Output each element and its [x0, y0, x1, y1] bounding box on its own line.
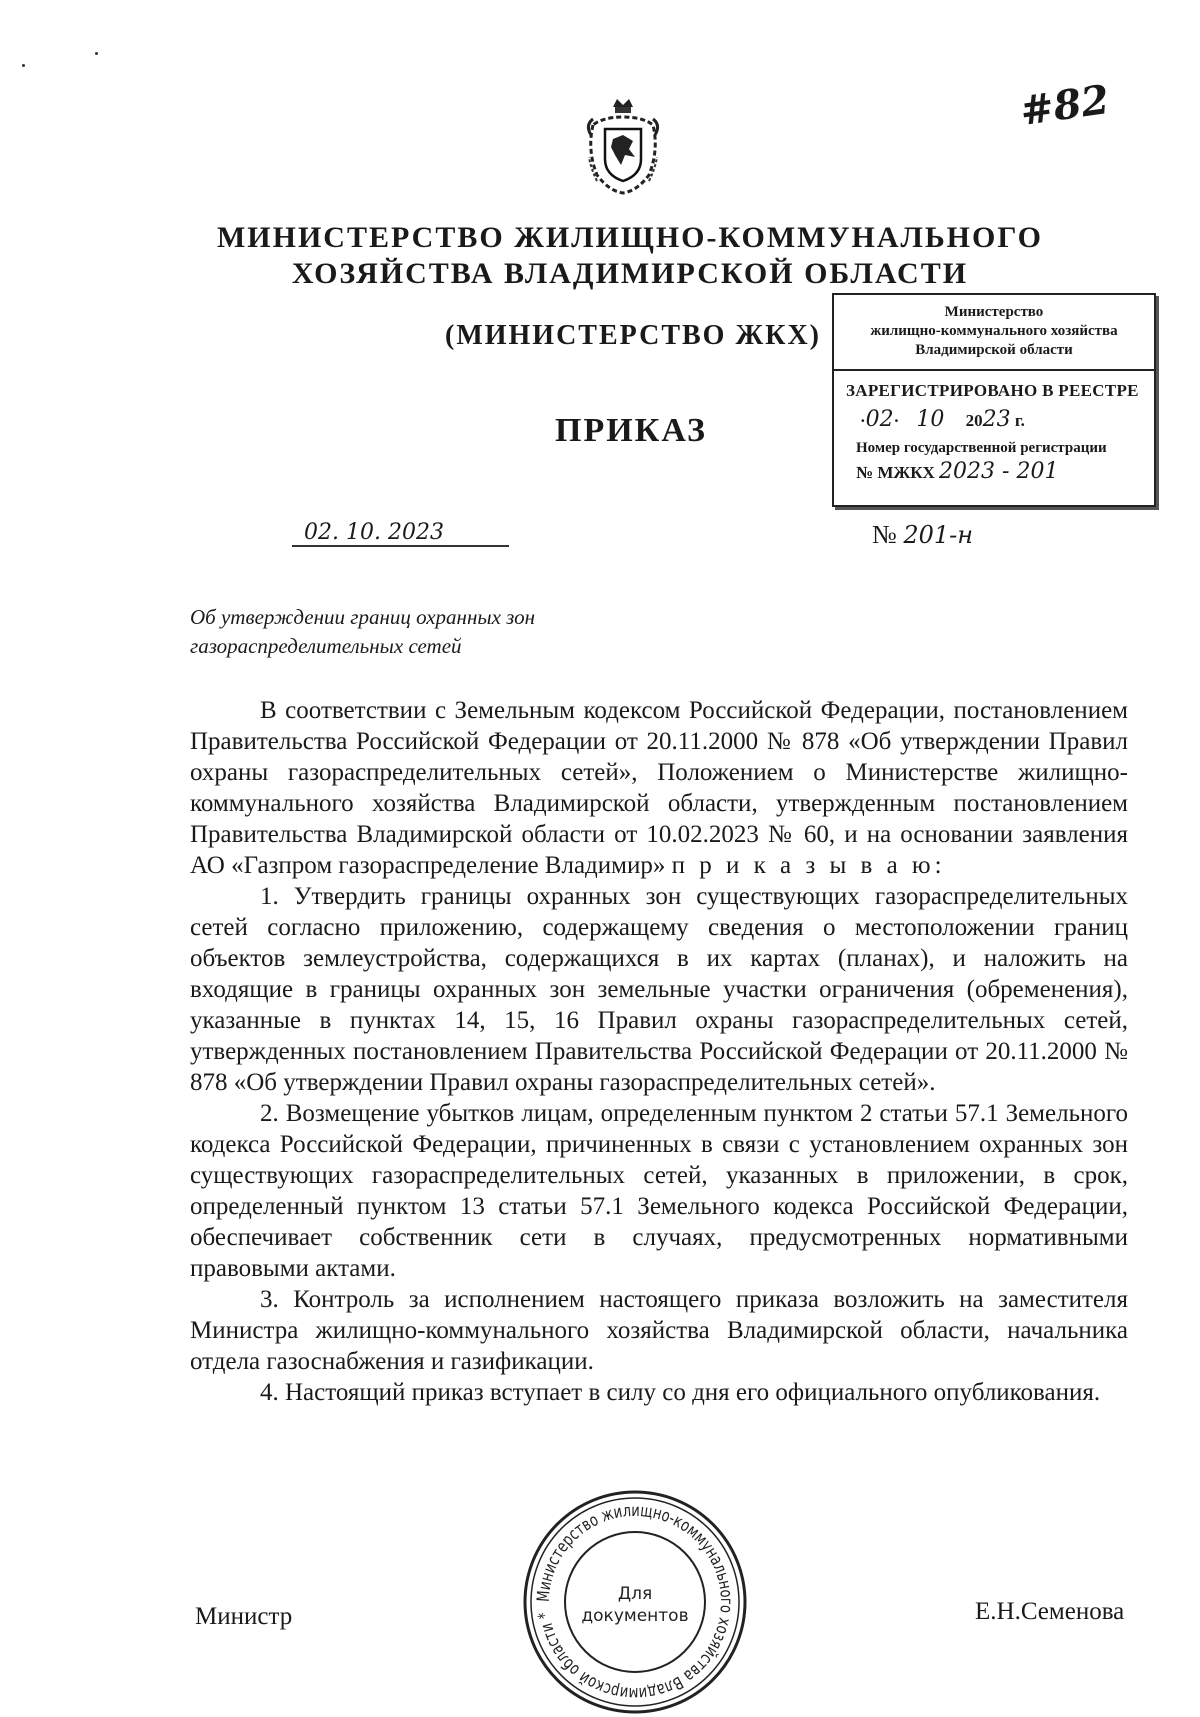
stamp-org-line1: Министерство	[944, 304, 1044, 320]
ministry-title	[100, 220, 1160, 292]
seal-center-line2: документов	[581, 1606, 689, 1626]
stamp-date-month: 10	[916, 407, 945, 432]
registration-stamp-org	[834, 295, 1154, 371]
scan-speck	[95, 52, 98, 55]
handwritten-corner-mark: #82	[1017, 76, 1113, 135]
seal-center-line1: Для	[617, 1584, 653, 1604]
preamble-paragraph	[190, 695, 1128, 881]
stamp-org-line2: жилищно-коммунального хозяйства	[870, 323, 1118, 339]
order-number-value: 201-н	[903, 521, 974, 549]
order-body	[190, 695, 1128, 1408]
stamp-number-label: Номер государственной регистрации	[856, 440, 1107, 456]
order-item-2: 2. Возмещение убытков лицам, определенным пунктом 2 статьи 57.1 Земельного кодекса Российской Федерации, причиненных в связи с установлением охранных зон существующих газораспределительных сетей, указанных в приложении, в срок, определенный пунктом 13 статьи 57.1 Земельного кодекса Российской Федерации, обеспечивает собственник сети в случаях, предусмотренных нормативными правовыми актами.	[190, 1100, 1128, 1282]
preamble-text: В соответствии с Земельным кодексом Российской Федерации, постановлением Правительства Российской Федерации от 20.11.2000 № 878 «Об утверждении Правил охраны газораспределительных сетей», Положением о Министерстве жилищно-коммунального хозяйства Владимирской области, утвержденным постановлением Правительства Владимирской области от 10.02.2023 № 60, и на основании заявления АО «Газпром газораспределение Владимир»	[190, 697, 1128, 879]
document-type: ПРИКАЗ	[555, 412, 707, 449]
order-item-4: 4. Настоящий приказ вступает в силу со дня его официального опубликования.	[260, 1379, 1101, 1406]
ministry-title-line1: МИНИСТЕРСТВО ЖИЛИЩНО-КОММУНАЛЬНОГО	[216, 221, 1044, 254]
stamp-number-prefix: № МЖКХ	[856, 463, 935, 482]
signer-name: Е.Н.Семенова	[975, 1598, 1125, 1625]
registration-stamp	[832, 293, 1156, 507]
order-word: п р и к а з ы в а ю:	[671, 852, 946, 879]
subject-line2: газораспределительных сетей	[190, 634, 462, 658]
stamp-date-year-unit: г.	[1014, 411, 1025, 430]
scan-speck	[22, 64, 25, 67]
stamp-registration-number	[856, 459, 1154, 484]
stamp-org-line3: Владимирской области	[915, 342, 1073, 358]
order-subject	[190, 603, 535, 661]
ministry-title-line2: ХОЗЯЙСТВА ВЛАДИМИРСКОЙ ОБЛАСТИ	[291, 257, 969, 290]
order-number	[872, 520, 973, 550]
order-number-prefix: №	[872, 520, 897, 549]
order-item-3: 3. Контроль за исполнением настоящего приказа возложить на заместителя Министра жилищно-коммунального хозяйства Владимирской области, начальника отдела газоснабжения и газификации.	[190, 1286, 1128, 1375]
coat-of-arms-emblem	[583, 95, 663, 195]
ministry-short-name: (МИНИСТЕРСТВО ЖКХ)	[445, 320, 821, 351]
signer-position: Министр	[195, 1603, 293, 1630]
stamp-date-year-prefix: 20	[965, 411, 983, 430]
stamp-number-value: 2023 - 201	[939, 459, 1059, 484]
stamp-date-day: 02	[865, 407, 894, 432]
stamp-date-year-suffix: 23	[982, 407, 1011, 432]
stamp-registered-label: ЗАРЕГИСТРИРОВАНО В РЕЕСТРЕ	[846, 381, 1139, 400]
subject-line1: Об утверждении границ охранных зон	[190, 605, 536, 629]
stamp-registration-date: ·02· 10 2023 г.	[860, 407, 1025, 432]
seal-ring-text: Министерство жилищно-коммунального хозяйства Владимирской области *	[533, 1500, 737, 1704]
order-item-1: 1. Утвердить границы охранных зон существующих газораспределительных сетей согласно приложению, содержащему сведения о местоположении границ объектов землеустройства, содержащихся в их картах (планах), и наложить на входящие в границы охранных зон земельные участки ограничения (обременения), указанные в пунктах 14, 15, 16 Правил охраны газораспределительных сетей, утвержденных постановлением Правительства Российской Федерации от 20.11.2000 № 878 «Об утверждении Правил охраны газораспределительных сетей».	[190, 883, 1128, 1096]
official-seal	[520, 1487, 750, 1717]
order-date: 02. 10. 2023	[292, 520, 509, 547]
